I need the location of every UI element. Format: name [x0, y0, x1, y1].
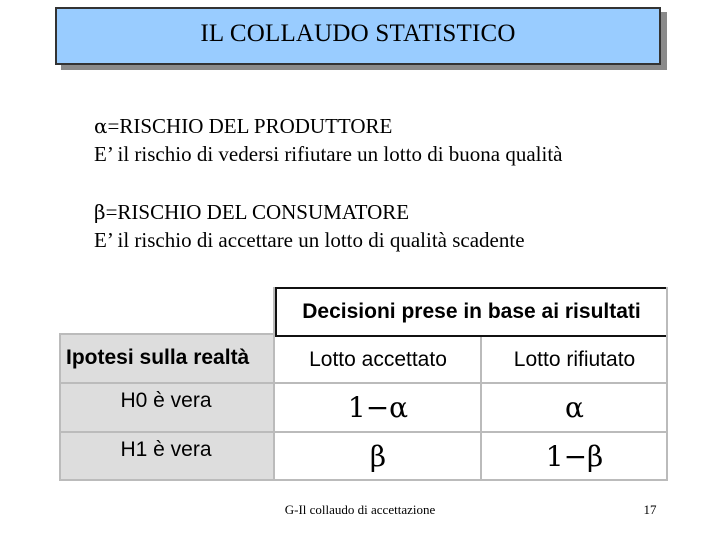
- cell-h1-rejected: 1−β: [481, 432, 668, 480]
- producer-risk-title: =RISCHIO DEL PRODUTTORE: [107, 114, 393, 138]
- column-header-accepted: Lotto accettato: [275, 337, 481, 383]
- consumer-risk-title: =RISCHIO DEL CONSUMATORE: [105, 200, 410, 224]
- cell-h0-rejected: α: [481, 383, 668, 432]
- hypothesis-header: Ipotesi sulla realtà: [59, 333, 273, 383]
- table-rule: [59, 333, 275, 335]
- page-number: 17: [643, 502, 657, 517]
- table-rule: [59, 333, 61, 480]
- table-rule: [480, 337, 482, 480]
- row-label-h0: H0 è vera: [59, 383, 273, 432]
- beta-symbol: β: [94, 200, 106, 224]
- table-rule: [59, 479, 668, 481]
- table-rule: [59, 431, 668, 433]
- alpha-symbol: α: [94, 114, 108, 138]
- cell-h0-accepted: 1−α: [275, 383, 481, 432]
- producer-risk-description: E’ il rischio di vedersi rifiutare un lotto di buona qualità: [94, 142, 563, 166]
- table-rule: [59, 382, 668, 384]
- column-header-rejected: Lotto rifiutato: [481, 337, 668, 383]
- footer-caption: G-Il collaudo di accettazione: [284, 502, 436, 517]
- consumer-risk-description: E’ il rischio di accettare un lotto di qualità scadente: [94, 228, 525, 252]
- slide-title: IL COLLAUDO STATISTICO: [200, 20, 516, 47]
- row-label-h1: H1 è vera: [59, 432, 273, 480]
- decisions-header: Decisioni prese in base ai risultati: [275, 287, 668, 337]
- cell-h1-accepted: β: [275, 432, 481, 480]
